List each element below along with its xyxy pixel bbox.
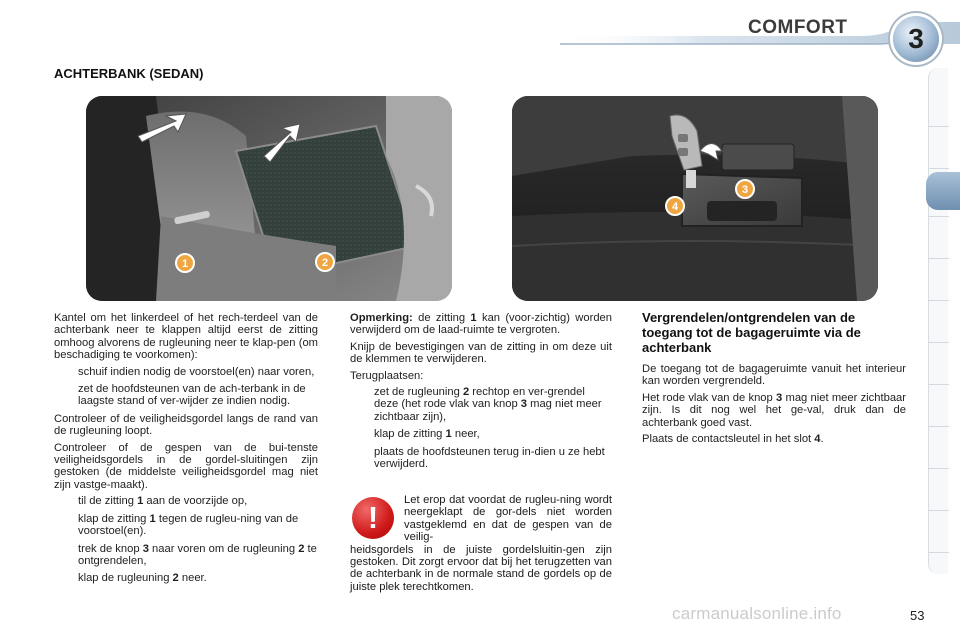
list-item: klap de rugleuning 2 neer. <box>78 572 207 585</box>
page-header-title: COMFORT <box>748 17 848 38</box>
column-folding-instructions <box>54 312 318 590</box>
lock-paragraph: De toegang tot de bagageruimte vanuit het interieur kan worden vergrendeld. <box>642 363 906 388</box>
intro-paragraph: Kantel om het linkerdeel of het rech-terdeel van de achterbank neer te klappen altijd eerst de zitting omhoog alvorens de rugleuning neer te klap-pen (om beschadiging te voorkomen): <box>54 312 318 362</box>
clamps-paragraph: Knijp de bevestigingen van de zitting in om deze uit de klemmen te verwijderen. <box>350 340 612 366</box>
list-item: plaats de hoofdsteunen terug in-dien u ze hebt verwijderd. <box>374 445 605 471</box>
red-indicator-paragraph: Het rode vlak van de knop 3 mag niet meer zichtbaar zijn. Is dit nog wel het ge-val, druk dan de achterbank goed vast. <box>642 391 906 429</box>
list-item: schuif indien nodig de voorstoel(en) naar voren, <box>78 365 315 378</box>
rear-seat-folding-photo <box>86 96 452 301</box>
callout-1-marker <box>176 254 194 272</box>
warning-paragraph: Let erop dat voordat de rugleu-ning wordt neergeklapt de gor-dels niet worden vastgeklemd en dat de gespen van de veilig- heidsgordels in de juiste gordelsluitin-gen zijn gestoken. Dit zorgt ervoor dat bij het terugzetten van de achterbank in de normale stand de gordels op de juiste plek terechtkomen. <box>350 494 612 593</box>
side-tab-active-chapter[interactable] <box>926 172 960 210</box>
list-item: zet de hoofdsteunen van de ach-terbank in de laagste stand of ver-wijder ze indien nodig. <box>78 383 306 408</box>
warning-icon: ! <box>352 497 394 539</box>
column-notes <box>350 312 612 475</box>
column-trunk-access <box>642 310 906 449</box>
belt-check-paragraph: Controleer of de veiligheidsgordel langs de rand van de rugleuning loopt. <box>54 412 318 438</box>
side-chapter-tabs <box>928 68 948 574</box>
callout-2-marker <box>316 253 334 271</box>
trunk-access-heading: Vergrendelen/ontgrendelen van de toegang tot de bagageruimte via de achterbank <box>642 310 861 355</box>
list-item: trek de knop 3 naar voren om de rugleuning 2 te ontgrendelen, <box>78 542 317 567</box>
note-paragraph: Opmerking: de zitting 1 kan (voor-zichtig) worden verwijderd om de laad-ruimte te vergroten. <box>350 312 612 337</box>
callout-2-label: 2 <box>321 257 329 269</box>
chapter-number-badge: 3 <box>893 16 939 62</box>
list-item: zet de rugleuning 2 rechtop en ver-grendel deze (het rode vlak van knop 3 mag niet meer zichtbaar zijn), <box>374 386 602 423</box>
callout-3-marker <box>736 180 754 198</box>
watermark: carmanualsonline.info <box>672 604 842 623</box>
callout-4-label: 4 <box>671 201 679 213</box>
callout-3-label: 3 <box>741 184 749 196</box>
buckle-check-paragraph: Controleer of de gespen van de bui-tenste veiligheidsgordels in de gordel-sluitingen zijn gestoken (de middelste veiligheidsgordel mag niet zijn vastge-maakt). <box>54 441 318 491</box>
list-item: klap de zitting 1 neer, <box>374 428 480 441</box>
refit-heading: Terugplaatsen: <box>350 369 424 382</box>
callout-1-label: 1 <box>181 258 189 270</box>
section-title: ACHTERBANK (SEDAN) <box>54 66 204 81</box>
list-item: klap de zitting 1 tegen de rugleu-ning van de voorstoel(en). <box>78 512 299 538</box>
callout-4-marker <box>666 197 684 215</box>
key-paragraph: Plaats de contactsleutel in het slot 4. <box>642 433 824 446</box>
page-number: 53 <box>910 608 925 623</box>
list-item: til de zitting 1 aan de voorzijde op, <box>78 495 248 508</box>
trunk-lock-photo <box>512 96 878 301</box>
